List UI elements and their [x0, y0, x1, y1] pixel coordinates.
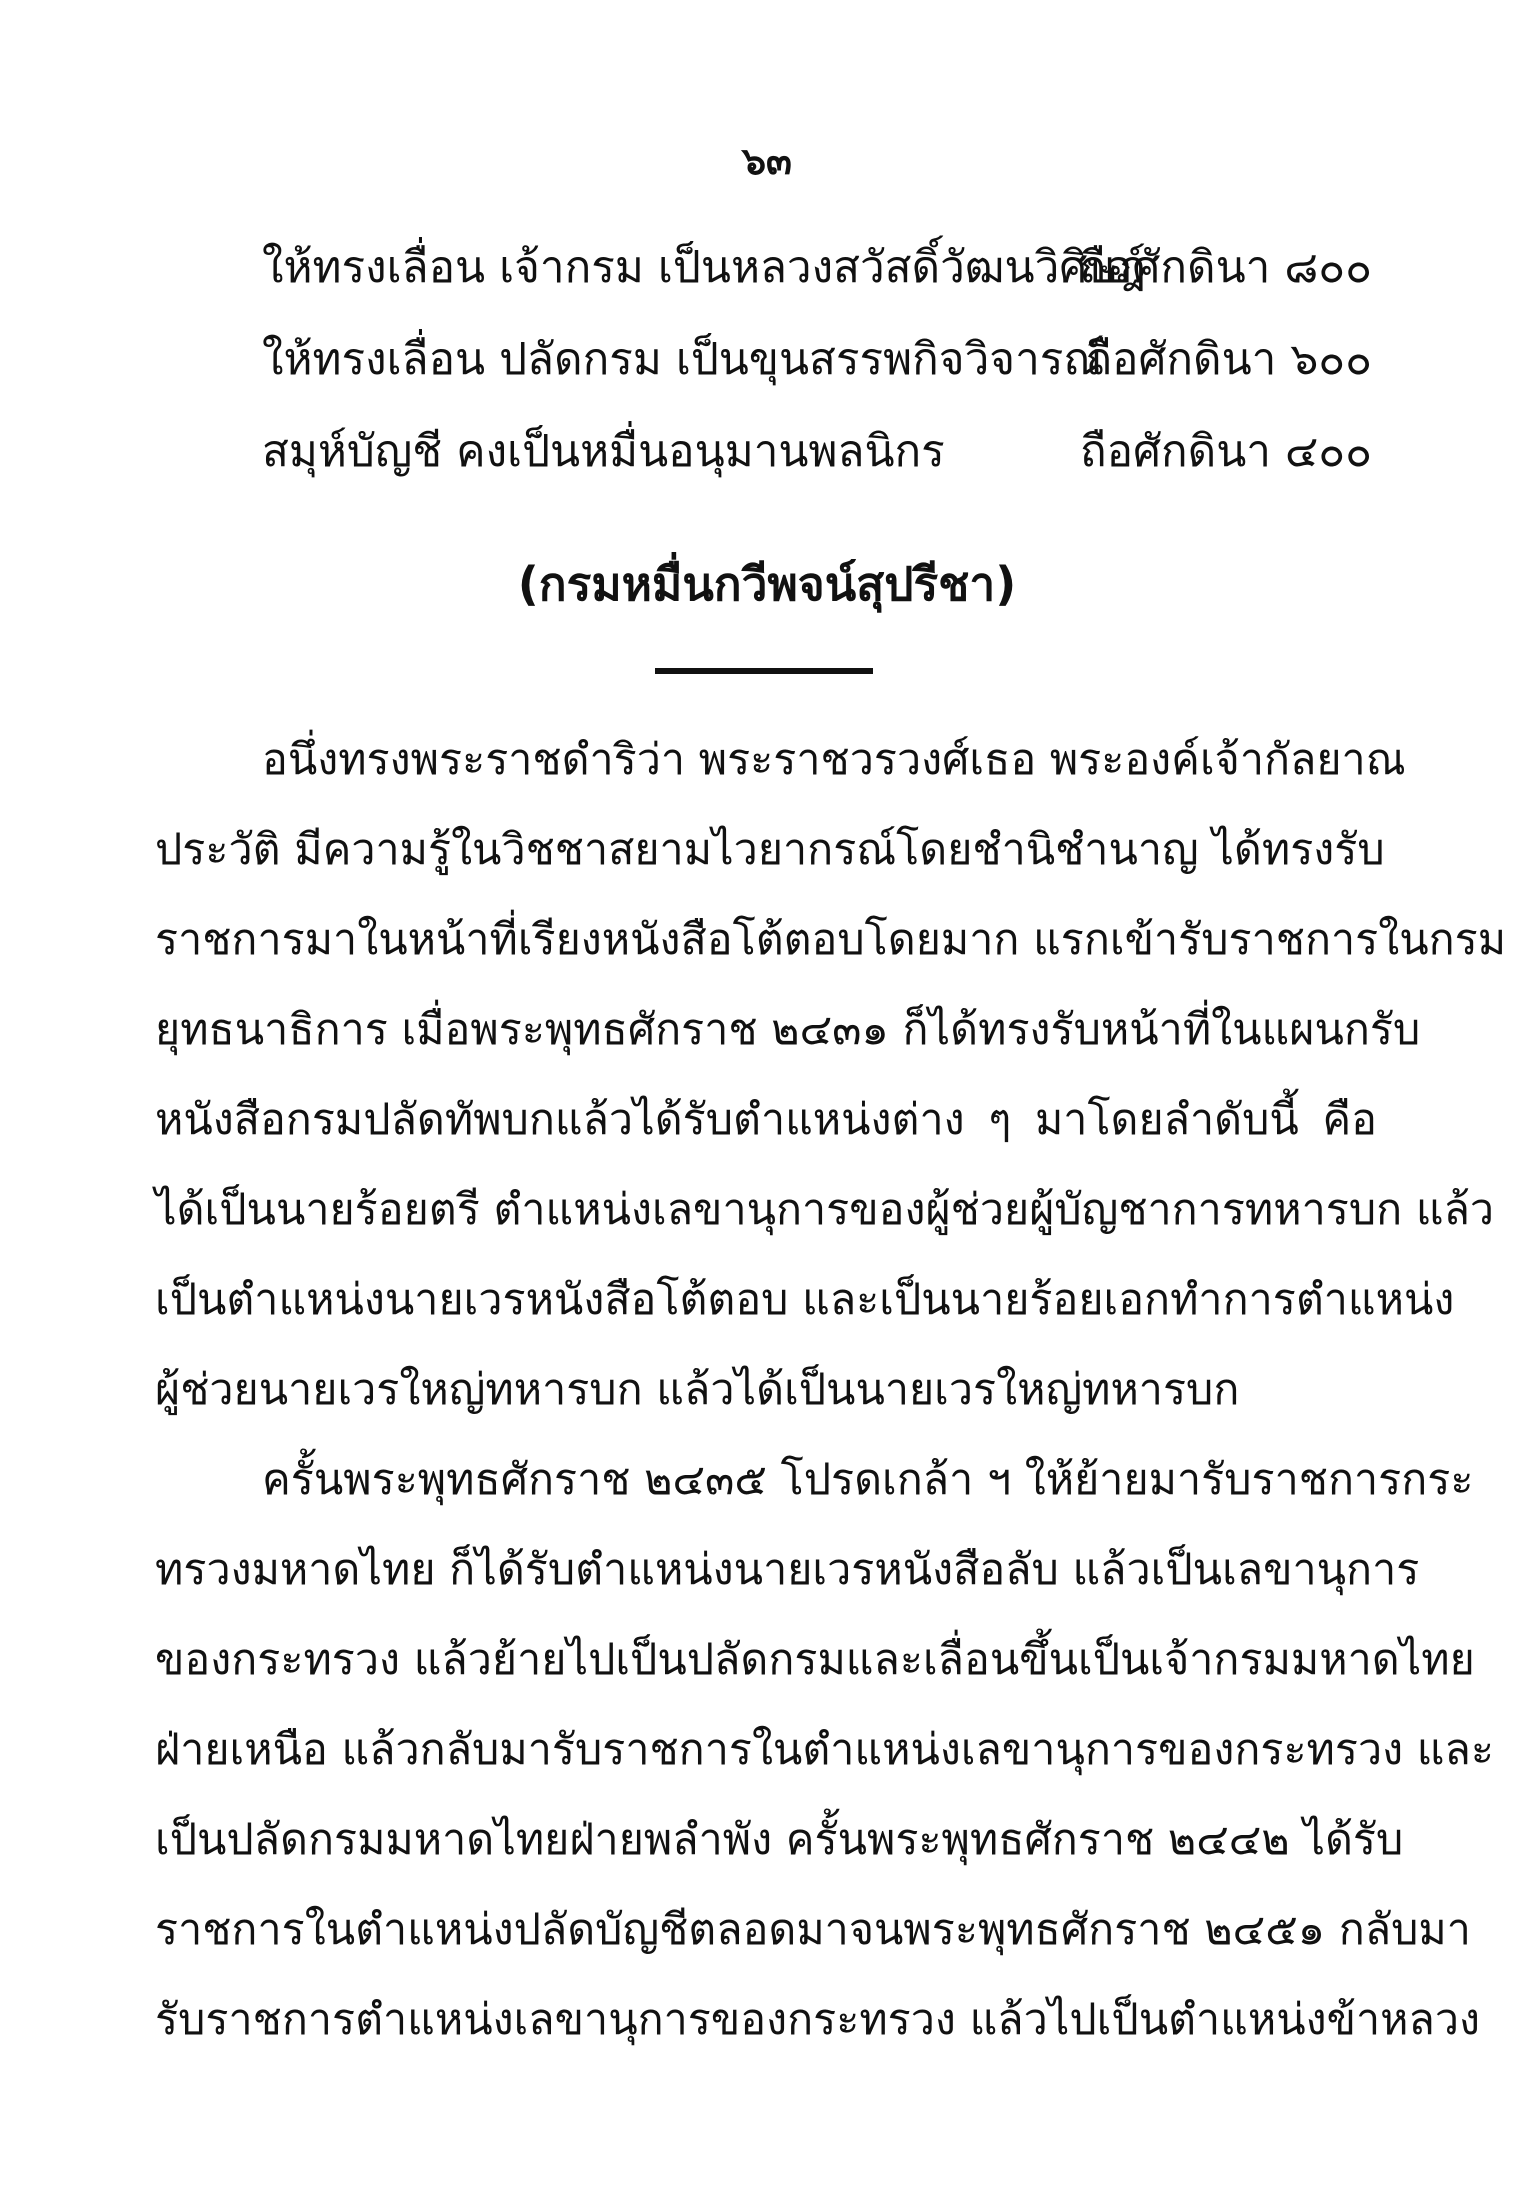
paragraph-line: รับราชการตำแหน่งเลขานุการของกระทรวง แล้วไปเป็นตำแหน่งข้าหลวง	[155, 1995, 1480, 2045]
section-heading: (กรมหมื่นกวีพจน์สุปรีชา)	[517, 557, 1017, 611]
heading-rule	[655, 668, 873, 674]
paragraph-line: ประวัติ มีความรู้ในวิชชาสยามไวยากรณ์โดยชำนิชำนาญ ได้ทรงรับ	[155, 825, 1385, 875]
rank-sakdina: ถือศักดินา ๔๐๐	[1080, 426, 1372, 477]
rank-title: ให้ทรงเลื่อน ปลัดกรม เป็นขุนสรรพกิจวิจารณ์	[262, 334, 1105, 385]
paragraph-line: ของกระทรวง แล้วย้ายไปเป็นปลัดกรมและเลื่อนขึ้นเป็นเจ้ากรมมหาดไทย	[155, 1635, 1475, 1685]
paragraph-line: ได้เป็นนายร้อยตรี ตำแหน่งเลขานุการของผู้ช่วยผู้บัญชาการทหารบก แล้ว	[155, 1185, 1495, 1235]
paragraph-line: เป็นปลัดกรมมหาดไทยฝ่ายพลำพัง ครั้นพระพุทธศักราช ๒๔๔๒ ได้รับ	[155, 1815, 1404, 1865]
paragraph-line: ฝ่ายเหนือ แล้วกลับมารับราชการในตำแหน่งเลขานุการของกระทรวง และ	[155, 1725, 1494, 1775]
paragraph-line: ยุทธนาธิการ เมื่อพระพุทธศักราช ๒๔๓๑ ก็ได้ทรงรับหน้าที่ในแผนกรับ	[155, 1005, 1421, 1055]
rank-sakdina: ถือศักดินา ๘๐๐	[1079, 242, 1372, 293]
paragraph-line: ราชการในตำแหน่งปลัดบัญชีตลอดมาจนพระพุทธศักราช ๒๔๕๑ กลับมา	[155, 1905, 1471, 1955]
paragraph-line: ครั้นพระพุทธศักราช ๒๔๓๕ โปรดเกล้า ฯ ให้ย้ายมารับราชการกระ	[262, 1455, 1474, 1505]
paragraph-line: หนังสือกรมปลัดทัพบกแล้วได้รับตำแหน่งต่าง ๆ มาโดยลำดับนี้ คือ	[155, 1095, 1377, 1145]
paragraph-line: เป็นตำแหน่งนายเวรหนังสือโต้ตอบ และเป็นนายร้อยเอกทำการตำแหน่ง	[155, 1275, 1455, 1325]
rank-sakdina: ถือศักดินา ๖๐๐	[1085, 334, 1372, 385]
page-number: ๖๓	[741, 139, 793, 183]
paragraph-line: ราชการมาในหน้าที่เรียงหนังสือโต้ตอบโดยมาก แรกเข้ารับราชการในกรม	[155, 915, 1507, 965]
rank-title: สมุห์บัญชี คงเป็นหมื่นอนุมานพลนิกร	[262, 426, 945, 477]
paragraph-line: อนึ่งทรงพระราชดำริว่า พระราชวรวงศ์เธอ พระองค์เจ้ากัลยาณ	[262, 735, 1406, 785]
rank-title: ให้ทรงเลื่อน เจ้ากรม เป็นหลวงสวัสดิ์วัฒนวิศิษฎ์	[262, 242, 1146, 293]
paragraph-line: ทรวงมหาดไทย ก็ได้รับตำแหน่งนายเวรหนังสือลับ แล้วเป็นเลขานุการ	[155, 1545, 1420, 1595]
paragraph-line: ผู้ช่วยนายเวรใหญ่ทหารบก แล้วได้เป็นนายเวรใหญ่ทหารบก	[155, 1365, 1240, 1415]
